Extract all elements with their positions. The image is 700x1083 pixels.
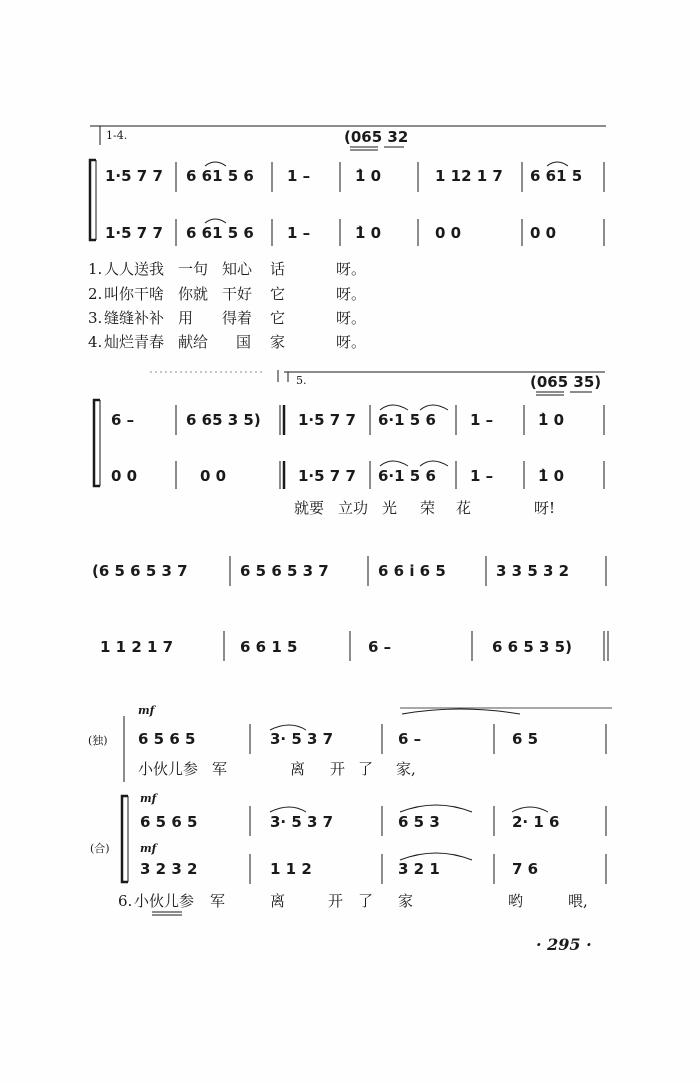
measure: 0 0 [111, 467, 138, 485]
measure: 6 61 5 6 [186, 167, 254, 185]
solo-lyrics: 小伙儿参 军 离 开 了 家, [138, 760, 416, 778]
measure: 1 1 2 1 7 [100, 638, 174, 656]
measure: 6 61 5 [530, 167, 583, 185]
measure: 1 – [287, 224, 311, 242]
chorus-lyrics: 6. 小伙儿参 军 离 开 了 家 哟 喂, [118, 892, 588, 910]
measure: 3 3 5 3 2 [496, 562, 570, 580]
measure: 1̀ 0 [355, 167, 382, 185]
system-brace [90, 160, 96, 240]
measure: 6 5 6 5 [140, 813, 198, 831]
measure: 0 0 [200, 467, 227, 485]
dynamic-mark: mf [140, 842, 157, 855]
verse-number: 2. [88, 285, 103, 303]
intro-motif-2: (065 35) [530, 373, 602, 391]
measure: 0 0 [530, 224, 557, 242]
verse-number: 3. [88, 309, 103, 327]
measure: 1̀ 0 [355, 224, 382, 242]
measure: 6 – [368, 638, 392, 656]
measure: 6 61 5 6 [186, 224, 254, 242]
measure: 3 2 1 [398, 860, 440, 878]
verse-lyrics-1-4 [88, 260, 366, 351]
system-1 [90, 126, 606, 246]
dynamic-mark: mf [138, 704, 155, 717]
page-number: · 295 · [536, 935, 592, 954]
measure: 6 6 i 6 5 [378, 562, 446, 580]
chorus-section [90, 792, 606, 915]
measure: 6·1 5 6 [378, 467, 436, 485]
measure: 3· 5 3 7 [270, 813, 334, 831]
measure: 6 65 3 5) [186, 411, 261, 429]
volta-1-4-label: 1-4. [106, 129, 128, 142]
measure: 6 5 3 [398, 813, 440, 831]
svg-text:3. 缝缝补补 用 得着: 3. 缝缝补补 用 得着 它 呀。 [88, 309, 367, 327]
measure: 7 6 [512, 860, 539, 878]
measure: 1 – [470, 411, 494, 429]
interlude [92, 556, 608, 661]
measure: (6 5 6 5 3 7 [92, 562, 188, 580]
measure: 1·5 7 7 [105, 224, 163, 242]
measure: 6 5 [512, 730, 539, 748]
system-2 [94, 370, 605, 517]
measure: 1 – [470, 467, 494, 485]
measure: 1·5 7 7 [298, 411, 356, 429]
measure: 3 2 3 2 [140, 860, 198, 878]
measure: 1·5 7 7 [105, 167, 163, 185]
measure: 1·5 7 7 [298, 467, 356, 485]
measure: 1 1 2 [270, 860, 312, 878]
verse-number: 1. [88, 260, 103, 278]
verse-5-lyrics: 就要 立功 光 荣 花 呀! [294, 499, 556, 517]
measure: 3· 5 3 7 [270, 730, 334, 748]
solo-label: (独) [88, 734, 108, 747]
system-brace [122, 796, 128, 882]
measure: 1̀ 0 [538, 467, 565, 485]
measure: 6 – [111, 411, 135, 429]
volta-5-label: 5. [296, 374, 307, 387]
svg-text:2. 叫你干啥 你就 干: 2. 叫你干啥 你就 干好 它 呀。 [88, 285, 367, 303]
measure: 6 5 6 5 [138, 730, 196, 748]
dynamic-mark: mf [140, 792, 157, 805]
measure: 1 12 1 7 [435, 167, 503, 185]
chorus-label: (合) [90, 842, 110, 855]
measure: 1̀ 0 [538, 411, 565, 429]
measure: 2· 1 6 [512, 813, 560, 831]
measure: 1 – [287, 167, 311, 185]
measure: 6 6 1 5 [240, 638, 298, 656]
measure: 0 0 [435, 224, 462, 242]
measure: 6 – [398, 730, 422, 748]
svg-text:4. 灿烂青春 献给 国: 4. 灿烂青春 献给 国 家 呀。 [88, 333, 367, 351]
verse-number: 4. [88, 333, 103, 351]
measure: 6·1 5 6 [378, 411, 436, 429]
solo-section [88, 704, 612, 782]
svg-text:1. 人人送我 一句 知: 1. 人人送我 一句 知心 话 呀。 [88, 260, 367, 278]
intro-motif-1: (065 32 [344, 128, 409, 146]
system-brace [94, 400, 100, 486]
measure: 6 5 6 5 3 7 [240, 562, 329, 580]
measure: 6 6 5 3 5) [492, 638, 572, 656]
